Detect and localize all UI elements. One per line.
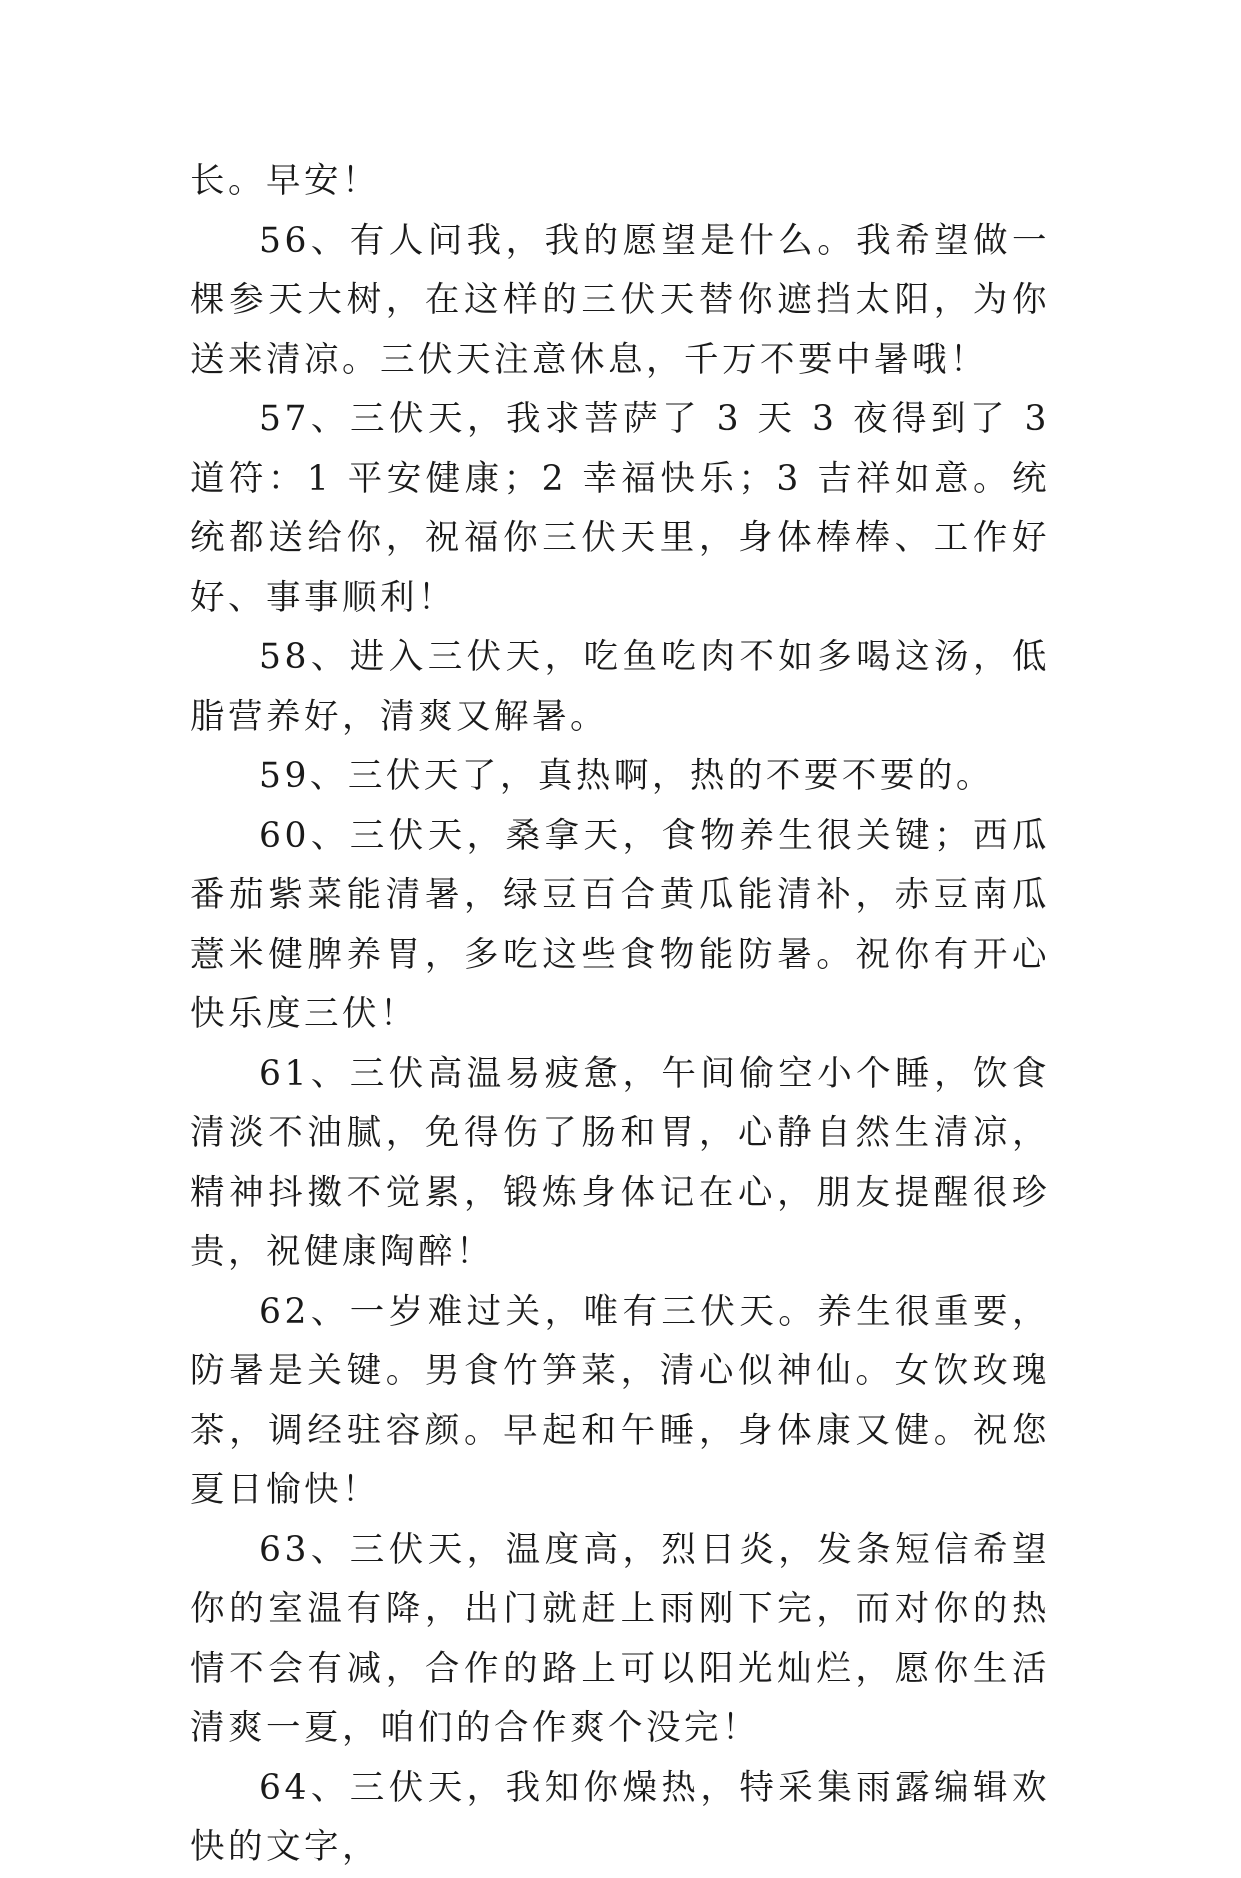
- paragraph-57: 57、三伏天，我求菩萨了 3 天 3 夜得到了 3 道符：1 平安健康；2 幸福快乐；3 吉祥如意。统统都送给你，祝福你三伏天里，身体棒棒、工作好好、事事顺利！: [190, 399, 1050, 618]
- document-body: [190, 152, 1050, 1878]
- paragraph-62: 62、一岁难过关，唯有三伏天。养生很重要，防暑是关键。男食竹笋菜，清心似神仙。女饮玫瑰茶，调经驻容颜。早起和午睡，身体康又健。祝您夏日愉快！: [190, 1291, 1050, 1510]
- paragraph-61: 61、三伏高温易疲惫，午间偷空小个睡，饮食清淡不油腻，免得伤了肠和胃，心静自然生清凉，精神抖擞不觉累，锻炼身体记在心，朋友提醒很珍贵，祝健康陶醉！: [190, 1053, 1050, 1272]
- paragraph-59: 59、三伏天了，真热啊，热的不要不要的。: [259, 756, 994, 796]
- paragraph-56: 56、有人问我，我的愿望是什么。我希望做一棵参天大树，在这样的三伏天替你遮挡太阳，为你送来清凉。三伏天注意休息，千万不要中暑哦！: [190, 220, 1050, 380]
- paragraph-58: 58、进入三伏天，吃鱼吃肉不如多喝这汤，低脂营养好，清爽又解暑。: [190, 637, 1050, 737]
- paragraph-63: 63、三伏天，温度高，烈日炎，发条短信希望你的室温有降，出门就赶上雨刚下完，而对你的热情不会有减，合作的路上可以阳光灿烂，愿你生活清爽一夏，咱们的合作爽个没完！: [190, 1529, 1050, 1748]
- paragraph-60: 60、三伏天，桑拿天，食物养生很关键；西瓜番茄紫菜能清暑，绿豆百合黄瓜能清补，赤豆南瓜薏米健脾养胃，多吃这些食物能防暑。祝你有开心快乐度三伏！: [190, 815, 1050, 1034]
- paragraph-64: 64、三伏天，我知你燥热，特采集雨露编辑欢快的文字，: [190, 1767, 1050, 1867]
- paragraph-continuation: 长。早安！: [190, 161, 380, 201]
